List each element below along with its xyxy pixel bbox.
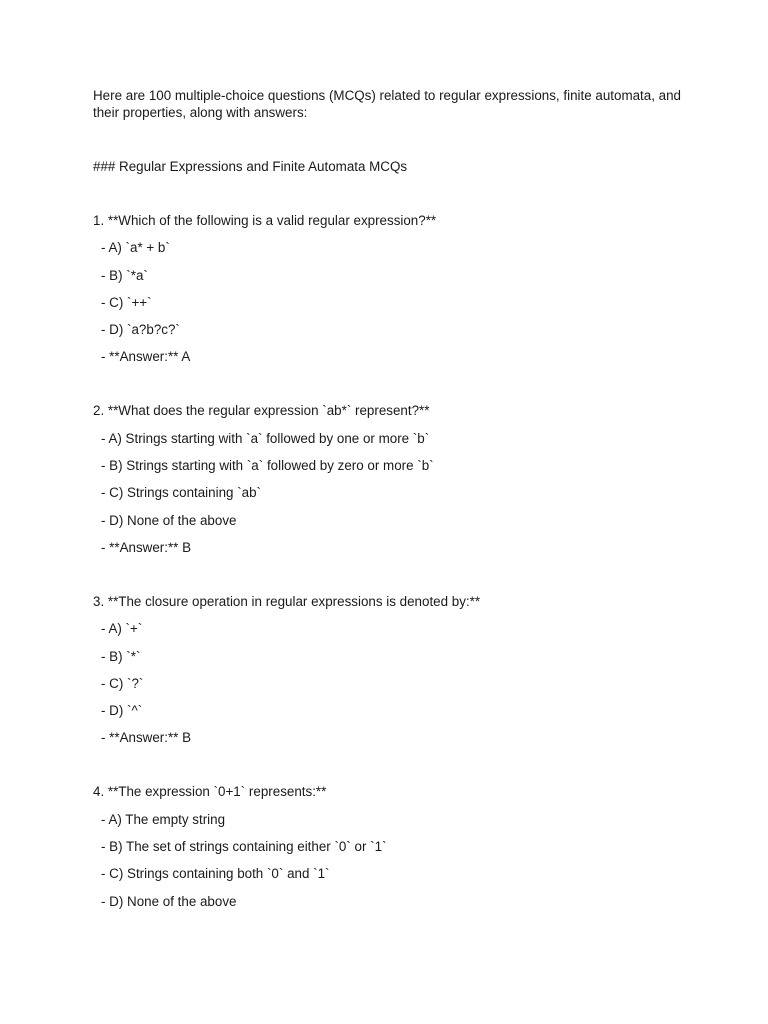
question-1 <box>93 212 693 365</box>
question-title: 3. **The closure operation in regular expressions is denoted by:** <box>93 593 481 609</box>
option-a: - A) Strings starting with `a` followed by one or more `b` <box>101 430 430 446</box>
option-d: - D) `a?b?c?` <box>101 322 180 338</box>
option-list <box>93 811 693 910</box>
option-a: - A) `a* + b` <box>101 240 170 256</box>
option-d: - D) `^` <box>101 703 143 719</box>
option-c: - C) `?` <box>101 675 144 691</box>
option-b: - B) The set of strings containing either `0` or `1` <box>101 839 387 855</box>
question-2 <box>93 402 693 555</box>
section-heading: ### Regular Expressions and Finite Automata MCQs <box>93 159 408 174</box>
option-list <box>93 620 693 719</box>
option-list <box>93 430 693 529</box>
answer-line: - **Answer:** B <box>101 730 192 746</box>
intro-paragraph: Here are 100 multiple-choice questions (MCQs) related to regular expressions, finite automata, and their properties, along with answers: <box>93 88 681 120</box>
option-d: - D) None of the above <box>101 512 237 528</box>
question-4 <box>93 783 693 909</box>
question-title: 2. **What does the regular expression `ab*` represent?** <box>93 403 430 419</box>
answer-line: - **Answer:** A <box>101 349 191 365</box>
option-a: - A) The empty string <box>101 811 226 827</box>
question-3 <box>93 593 693 746</box>
question-title: 4. **The expression `0+1` represents:** <box>93 784 327 800</box>
document-body <box>93 87 693 910</box>
question-title: 1. **Which of the following is a valid regular expression?** <box>93 213 437 228</box>
option-b: - B) Strings starting with `a` followed by zero or more `b` <box>101 458 434 474</box>
option-c: - C) Strings containing both `0` and `1` <box>101 866 330 882</box>
option-b: - B) `*` <box>101 648 141 664</box>
option-list <box>93 239 693 338</box>
option-d: - D) None of the above <box>101 893 237 909</box>
option-c: - C) Strings containing `ab` <box>101 485 262 501</box>
option-b: - B) `*a` <box>101 267 148 283</box>
option-c: - C) `++` <box>101 294 152 310</box>
answer-line: - **Answer:** B <box>101 539 192 555</box>
option-a: - A) `+` <box>101 621 143 637</box>
